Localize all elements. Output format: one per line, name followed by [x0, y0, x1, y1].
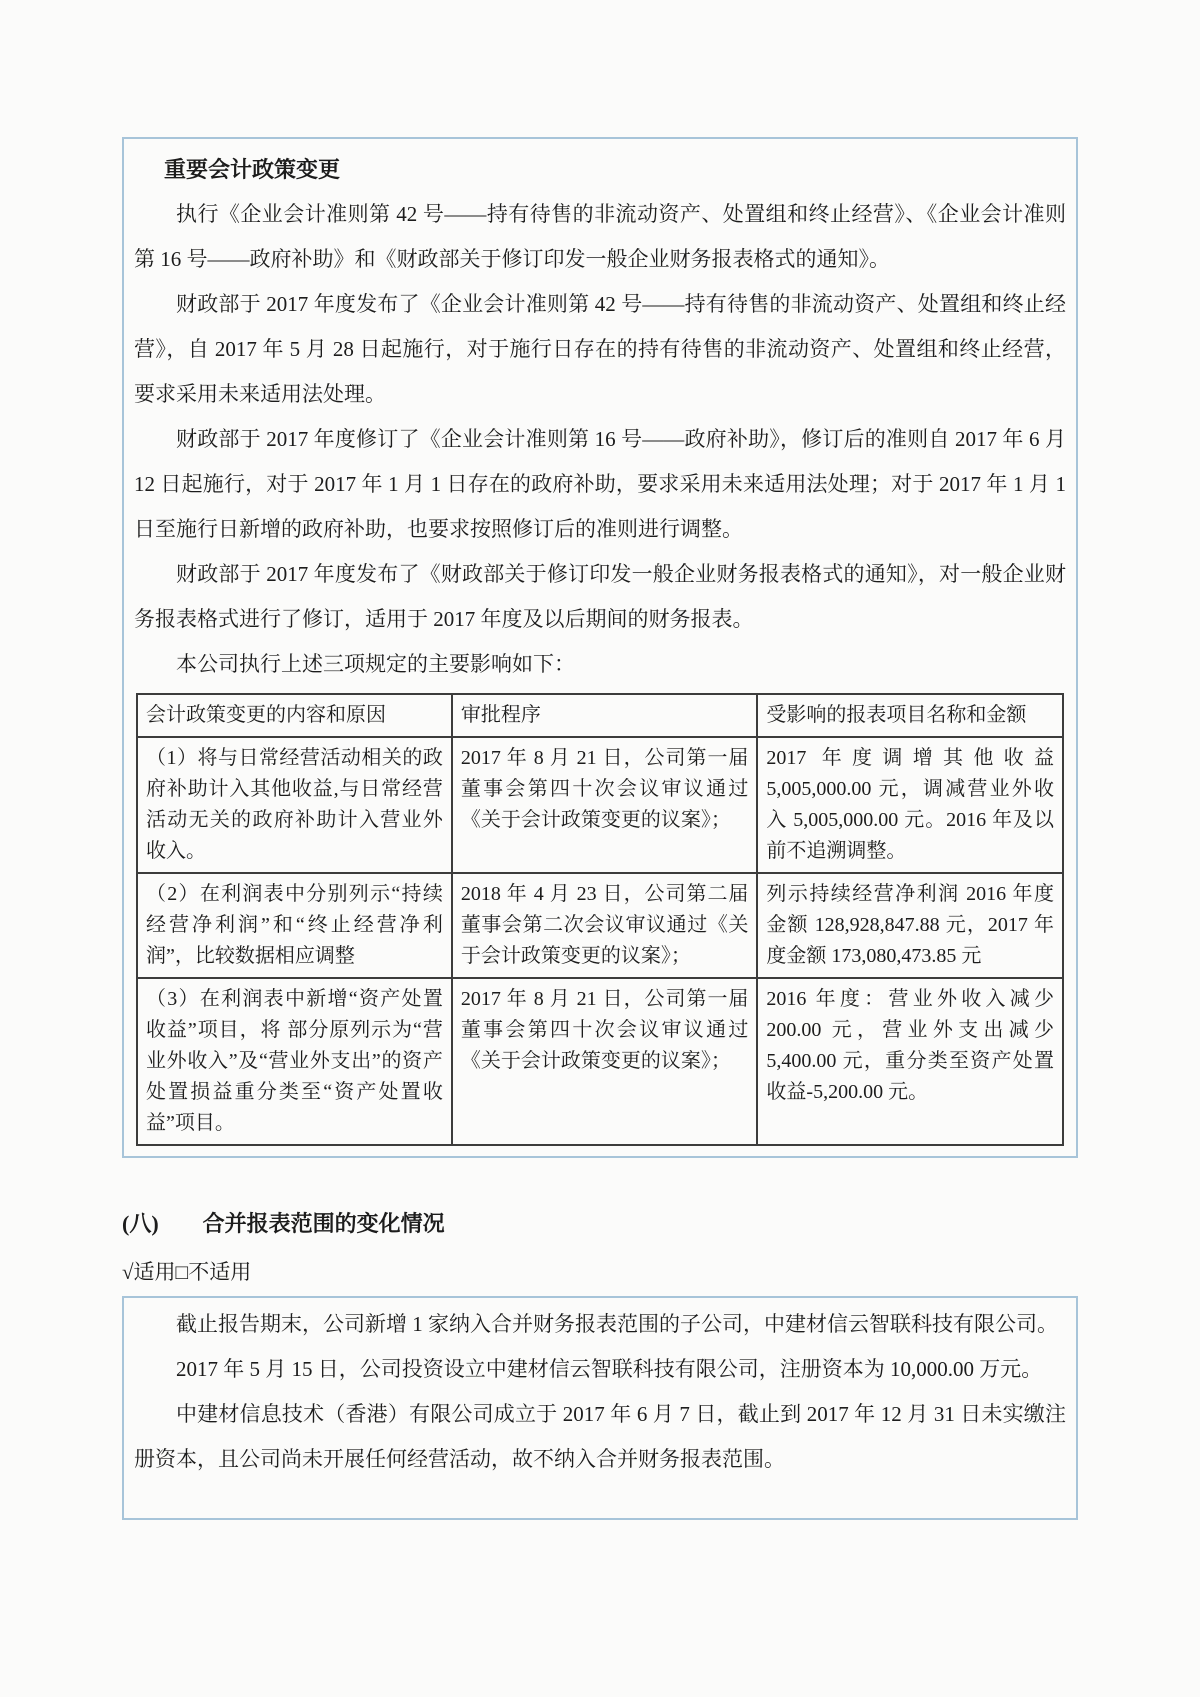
applicability-line: √适用□不适用 [122, 1260, 252, 1284]
policy-change-title: 重要会计政策变更 [164, 157, 341, 182]
table-cell: 2016 年度：营业外收入减少 200.00 元，营业外支出减少 5,400.00 元，重分类至资产处置收益-5,200.00 元。 [757, 978, 1063, 1145]
section-title: 合并报表范围的变化情况 [202, 1211, 445, 1236]
table-row [137, 873, 1063, 978]
table-cell: 列示持续经营净利润 2016 年度金额 128,928,847.88 元，2017 年度金额 173,080,473.85 元 [757, 873, 1063, 978]
table-header-cell-approval: 审批程序 [452, 694, 758, 737]
policy-change-box [122, 137, 1078, 1158]
table-row [137, 978, 1063, 1145]
policy-paragraph-4: 财政部于 2017 年度发布了《财政部关于修订印发一般企业财务报表格式的通知》，对一般企业财务报表格式进行了修订，适用于 2017 年度及以后期间的财务报表。 [134, 562, 1066, 631]
table-row [137, 737, 1063, 873]
table-cell: （1）将与日常经营活动相关的政府补助计入其他收益,与日常经营活动无关的政府补助计入营业外收入。 [137, 737, 452, 873]
consolidation-paragraph-2: 2017 年 5 月 15 日，公司投资设立中建材信云智联科技有限公司，注册资本为 10,000.00 万元。 [176, 1357, 1043, 1381]
consolidation-box [122, 1296, 1078, 1520]
table-cell: 2017 年 8 月 21 日，公司第一届董事会第四十次会议审议通过《关于会计政策变更的议案》； [452, 737, 758, 873]
table-cell: 2017 年度调增其他收益 5,005,000.00 元，调减营业外收入 5,005,000.00 元。2016 年及以前不追溯调整。 [757, 737, 1063, 873]
table-header-cell-content: 会计政策变更的内容和原因 [137, 694, 452, 737]
section-heading [122, 1207, 1078, 1241]
consolidation-paragraph-1: 截止报告期末，公司新增 1 家纳入合并财务报表范围的子公司，中建材信云智联科技有限公司。 [176, 1312, 1058, 1336]
policy-impact-table [136, 693, 1064, 1146]
table-cell: 2017 年 8 月 21 日，公司第一届董事会第四十次会议审议通过《关于会计政策变更的议案》； [452, 978, 758, 1145]
table-header-row [137, 694, 1063, 737]
policy-paragraph-2: 财政部于 2017 年度发布了《企业会计准则第 42 号——持有待售的非流动资产、处置组和终止经营》，自 2017 年 5 月 28 日起施行，对于施行日存在的持有待售的非流动资产、处置组和终止经营，要求采用未来适用法处理。 [134, 292, 1066, 406]
table-cell: （3）在利润表中新增“资产处置收益”项目，将 部分原列示为“营业外收入”及“营业外支出”的资产处置损益重分类至“资产处置收益”项目。 [137, 978, 452, 1145]
policy-paragraph-1: 执行《企业会计准则第 42 号——持有待售的非流动资产、处置组和终止经营》、《企业会计准则第 16 号——政府补助》和《财政部关于修订印发一般企业财务报表格式的通知》。 [134, 202, 1066, 271]
table-header-cell-affected: 受影响的报表项目名称和金额 [757, 694, 1063, 737]
table-cell: （2）在利润表中分别列示“持续经营净利润”和“终止经营净利润”，比较数据相应调整 [137, 873, 452, 978]
policy-paragraph-5: 本公司执行上述三项规定的主要影响如下： [176, 652, 575, 676]
policy-paragraph-3: 财政部于 2017 年度修订了《企业会计准则第 16 号——政府补助》，修订后的准则自 2017 年 6 月 12 日起施行，对于 2017 年 1 月 1 日存在的政府补助，要求采用未来适用法处理；对于 2017 年 1 月 1 日至施行日新增的政府补助，也要求按照修订后的准则进行调整。 [134, 427, 1066, 541]
consolidation-paragraph-3: 中建材信息技术（香港）有限公司成立于 2017 年 6 月 7 日，截止到 2017 年 12 月 31 日未实缴注册资本，且公司尚未开展任何经营活动，故不纳入合并财务报表范围。 [134, 1402, 1066, 1471]
section-number: (八) [122, 1211, 159, 1236]
table-cell: 2018 年 4 月 23 日，公司第二届董事会第二次会议审议通过《关于会计政策变更的议案》； [452, 873, 758, 978]
